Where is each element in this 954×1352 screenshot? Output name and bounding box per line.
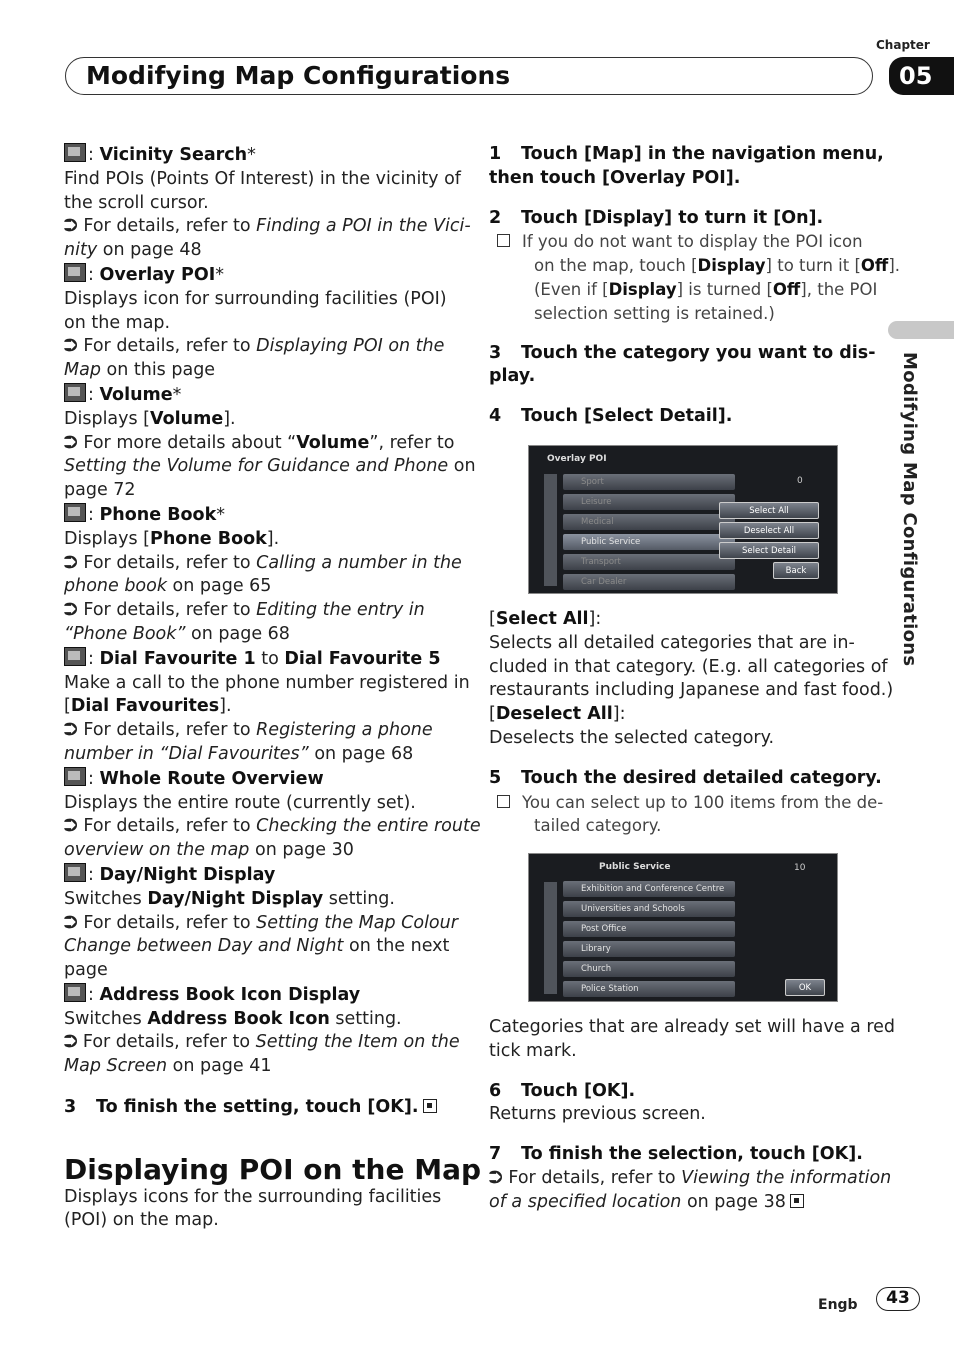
dial-favourite-item: : Dial Favourite 1 to Dial Favourite 5 <box>64 647 456 672</box>
note-box-icon <box>497 795 510 808</box>
ref-link[interactable]: Change between Day and Night <box>64 936 344 957</box>
ref-link[interactable]: Map <box>64 360 101 381</box>
vicinity-search-item: : Vicinity Search* <box>64 143 456 168</box>
step-6: 6 Touch [OK]. <box>489 1080 636 1101</box>
step-2: 2 Touch [Display] to turn it [On]. <box>489 207 824 228</box>
step-3-finish: 3 To finish the setting, touch [OK]. <box>64 1096 456 1120</box>
ref-link[interactable]: phone book <box>64 576 167 597</box>
list-item: Universities and Schools <box>563 901 735 917</box>
overlay-poi-icon <box>64 263 86 282</box>
select-all-button: Select All <box>719 502 819 519</box>
list-item: Library <box>563 941 735 957</box>
step-4: 4 Touch [Select Detail]. <box>489 406 733 427</box>
footer-language: Engb <box>818 1297 858 1313</box>
list-item: Exhibition and Conference Centre <box>563 881 735 897</box>
list-item-selected: Public Service <box>563 534 735 550</box>
cross-reference: ⮊ For more details about “Volume”, refer to <box>64 432 455 453</box>
cross-reference: ⮊ For details, refer to Displaying POI on the <box>64 336 445 357</box>
ref-link[interactable]: Calling a number in the <box>256 552 462 573</box>
note: You can select up to 100 items from the de- <box>489 791 881 815</box>
ok-button: OK <box>785 979 825 996</box>
list-item: Police Station <box>563 981 735 997</box>
scrollbar <box>544 474 557 586</box>
list-item: Car Dealer <box>563 574 735 590</box>
end-mark-icon <box>423 1099 437 1113</box>
section-heading: Displaying POI on the Map <box>64 1152 482 1186</box>
day-night-icon <box>64 863 86 882</box>
ref-link[interactable]: Editing the entry in <box>256 600 425 621</box>
select-detail-button: Select Detail <box>719 542 819 559</box>
note: If you do not want to display the POI icon <box>489 230 881 254</box>
ref-link[interactable]: Registering a phone <box>256 720 433 741</box>
side-section-label: Modifying Map Configurations <box>899 352 920 667</box>
ref-link[interactable]: number in “Dial Favourites” <box>64 743 309 764</box>
left-column: : Vicinity Search* Find POIs (Points Of Interest) in the vicinity of the scroll cursor. ⮊ For details, refer to Finding a POI in the Vici- nity on page 48 : Overlay POI* Displays icon for surrounding facilities (POI) on the map. ⮊ For details, refer to Displaying POI on the Map on this page : Volume* Displays [Volume]. ⮊ For more details about “Volume”, refer to Setting the Volume for Guidance and Phone on page 72 : Phone Book* Displays [Phone Book]. ⮊ For details, refer to Calling a number in the phone book on page 65 ⮊ For details, refer to Editing the entry in “Phone Book” on page 68 : Dial Favourite 1 to Dial Favourite 5 Make a call to the phone number registered in [Dial Favourites]. ⮊ For details, refer to Registering a phone number in “Dial Favourites” on page 68 : Whole Route Overview Displays the entire route (currently set). ⮊ For details, refer to Checking the entire route overview on the map on page 30 : Day/Night Display Switches Day/Night Display setting. ⮊ For details, refer to Setting the Map Colour Change between Day and Night on the next page : Address Book Icon Display Switches Address Book Icon setting. ⮊ For details, refer to Setting the Item on the Map Screen on page 41 3 To finish the setting, touch [OK]. Displaying POI on the Map Displays icons for the surrounding facilities (POI) on the map. <box>64 145 482 1231</box>
cross-reference: ⮊ For details, refer to Checking the entire route <box>64 816 481 837</box>
cross-reference: ⮊ For details, refer to Setting the Item on the <box>64 1032 460 1053</box>
side-tab <box>888 321 954 339</box>
right-column: 1 Touch [Map] in the navigation menu, then touch [Overlay POI]. 2 Touch [Display] to turn it [On]. If you do not want to display the POI icon on the map, touch [Display] to turn it [Off]. (Even if [Display] is turned [Off], the POI selection setting is retained.) 3 Touch the category you want to dis- play. 4 Touch [Select Detail]. <box>489 143 881 429</box>
ref-link[interactable]: “Phone Book” <box>64 623 186 644</box>
cross-reference: ⮊ For details, refer to Setting the Map Colour <box>64 912 458 933</box>
ref-link[interactable]: Checking the entire route <box>256 816 481 837</box>
address-book-item: : Address Book Icon Display <box>64 983 456 1008</box>
ref-link[interactable]: Setting the Volume for Guidance and Phone <box>64 456 449 477</box>
cross-reference: ⮊ For details, refer to Registering a phone <box>64 720 433 741</box>
ref-link[interactable]: Setting the Map Colour <box>256 912 458 933</box>
scrollbar <box>544 882 557 994</box>
ref-link[interactable]: nity <box>64 240 98 261</box>
overlay-poi-item: : Overlay POI* <box>64 263 456 288</box>
back-button: Back <box>773 562 819 579</box>
list-item: Medical <box>563 514 735 530</box>
phone-book-item: : Phone Book* <box>64 503 456 528</box>
route-overview-icon <box>64 767 86 786</box>
volume-icon <box>64 383 86 402</box>
step-3: 3 Touch the category you want to dis- <box>489 342 876 363</box>
right-column-bottom: Categories that are already set will have a red tick mark. 6 Touch [OK]. Returns previous screen. 7 To finish the selection, touch [OK]. ⮊ For details, refer to Viewing the information of a specified location on page 38 <box>489 1017 896 1212</box>
deselect-all-button: Deselect All <box>719 522 819 539</box>
volume-item: : Volume* <box>64 383 456 408</box>
list-item: Post Office <box>563 921 735 937</box>
ref-link[interactable]: Map Screen <box>64 1056 168 1077</box>
cross-reference: ⮊ For details, refer to Calling a number in the <box>64 552 462 573</box>
ref-link[interactable]: Viewing the information <box>681 1167 892 1188</box>
overlay-poi-screenshot: Overlay POI Sport Leisure Medical Public Service Transport Car Dealer 0 Select All Deselect All Select Detail Back <box>528 445 838 594</box>
chapter-number: 05 <box>889 57 954 95</box>
list-item: Leisure <box>563 494 735 510</box>
ref-link[interactable]: of a specified location <box>489 1191 682 1212</box>
right-column-middle: [Select All]: Selects all detailed categories that are in- cluded in that category. (E.g. all categories of restaurants including Japanese and fast food.) [Deselect All]: Deselects the selected category. 5 Touch the desired detailed category. You can select up to 100 items from the de- tailed category. <box>489 609 894 836</box>
search-map-icon <box>64 143 86 162</box>
cross-reference: ⮊ For details, refer to Viewing the information <box>489 1167 892 1188</box>
ref-link[interactable]: Finding a POI in the Vici- <box>256 216 471 237</box>
list-item: Transport <box>563 554 735 570</box>
note-box-icon <box>497 234 510 247</box>
day-night-item: : Day/Night Display <box>64 863 456 888</box>
route-overview-item: : Whole Route Overview <box>64 767 456 792</box>
page-title: Modifying Map Configurations <box>86 61 511 90</box>
public-service-screenshot: Public Service 10 Exhibition and Conference Centre Universities and Schools Post Office Library Church Police Station OK <box>528 853 838 1002</box>
address-book-icon <box>64 983 86 1002</box>
section-title-bar <box>65 57 873 95</box>
cross-reference: ⮊ For details, refer to Finding a POI in the Vici- <box>64 216 471 237</box>
end-mark-icon <box>790 1194 804 1208</box>
ref-link[interactable]: Setting the Item on the <box>255 1032 460 1053</box>
step-7: 7 To finish the selection, touch [OK]. <box>489 1144 863 1165</box>
step-1: 1 Touch [Map] in the navigation menu, <box>489 144 884 164</box>
ref-link[interactable]: overview on the map <box>64 840 250 861</box>
dial-favourite-icon <box>64 647 86 666</box>
cross-reference: ⮊ For details, refer to Editing the entry in <box>64 600 425 621</box>
list-item: Church <box>563 961 735 977</box>
step-5: 5 Touch the desired detailed category. <box>489 767 882 788</box>
chapter-label: Chapter <box>876 38 930 52</box>
ref-link[interactable]: Displaying POI on the <box>256 336 445 357</box>
page-number: 43 <box>876 1287 920 1311</box>
list-item: Sport <box>563 474 735 490</box>
phone-book-icon <box>64 503 86 522</box>
